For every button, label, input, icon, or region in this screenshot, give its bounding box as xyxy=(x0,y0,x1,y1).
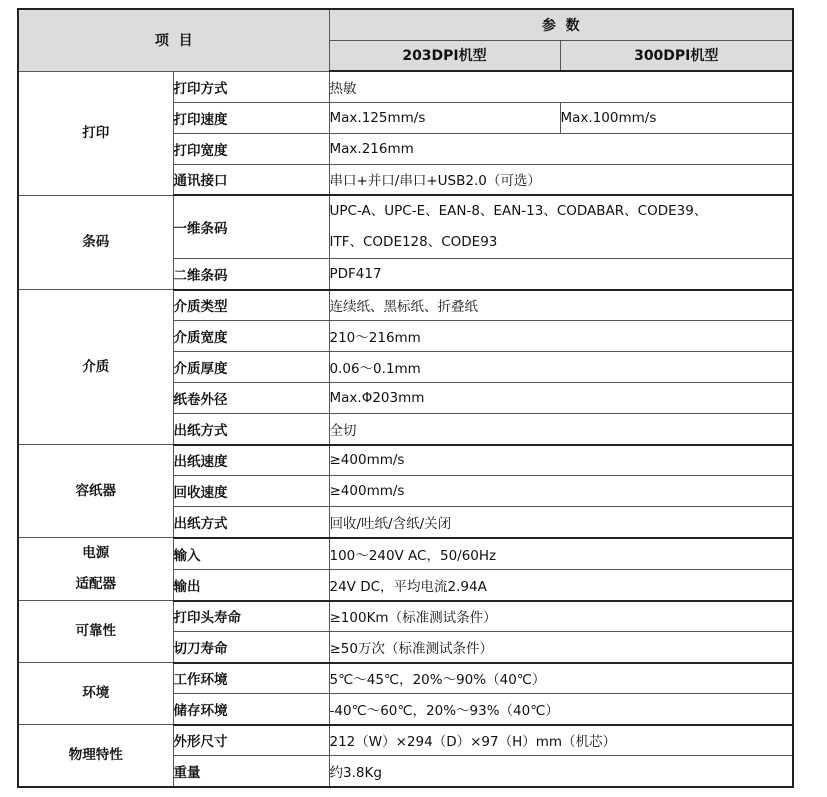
value-roll-diameter: Max.Φ203mm xyxy=(329,383,793,414)
header-item: 项 目 xyxy=(18,9,329,71)
header-col-203dpi: 203DPI机型 xyxy=(329,40,560,71)
label-roll-diameter: 纸卷外径 xyxy=(173,383,329,414)
label-storage-env: 储存环境 xyxy=(173,694,329,725)
value-media-thickness: 0.06～0.1mm xyxy=(329,352,793,383)
value-barcode-1d xyxy=(329,195,793,259)
label-input: 输入 xyxy=(173,538,329,570)
group-media: 介质 xyxy=(18,290,173,445)
header-col-300dpi: 300DPI机型 xyxy=(560,40,793,71)
value-output: 24V DC，平均电流2.94A xyxy=(329,569,793,601)
group-reliability: 可靠性 xyxy=(18,601,173,663)
value-input: 100～240V AC，50/60Hz xyxy=(329,538,793,570)
row-work-env xyxy=(18,663,793,694)
label-barcode-2d: 二维条码 xyxy=(173,259,329,290)
label-weight: 重量 xyxy=(173,756,329,787)
row-print-method xyxy=(18,71,793,102)
group-environment: 环境 xyxy=(18,663,173,725)
group-power-line1: 电源 xyxy=(82,545,110,561)
label-print-speed: 打印速度 xyxy=(173,102,329,133)
value-interface: 串口+并口/串口+USB2.0（可选） xyxy=(329,164,793,195)
header-row-1 xyxy=(18,9,793,40)
row-paper-out-speed xyxy=(18,445,793,476)
label-paper-out-speed: 出纸速度 xyxy=(173,445,329,476)
value-weight: 约3.8Kg xyxy=(329,756,793,787)
value-storage-env: -40℃～60℃，20%～93%（40℃） xyxy=(329,694,793,725)
value-paper-out-speed: ≥400mm/s xyxy=(329,445,793,476)
row-head-life xyxy=(18,601,793,632)
spec-table xyxy=(17,8,794,788)
value-media-type: 连续纸、黑标纸、折叠纸 xyxy=(329,290,793,321)
value-paper-out-holder: 回收/吐纸/含纸/关闭 xyxy=(329,507,793,538)
value-print-width: Max.216mm xyxy=(329,133,793,164)
row-dimensions xyxy=(18,725,793,756)
value-print-method: 热敏 xyxy=(329,71,793,102)
label-print-method: 打印方式 xyxy=(173,71,329,102)
value-paper-out-media: 全切 xyxy=(329,414,793,445)
row-barcode-1d xyxy=(18,195,793,259)
label-print-width: 打印宽度 xyxy=(173,133,329,164)
label-barcode-1d: 一维条码 xyxy=(173,195,329,259)
group-barcode: 条码 xyxy=(18,195,173,290)
value-media-width: 210～216mm xyxy=(329,321,793,352)
label-paper-out-holder: 出纸方式 xyxy=(173,507,329,538)
value-barcode-1d-line2: ITF、CODE128、CODE93 xyxy=(329,234,498,250)
label-retract-speed: 回收速度 xyxy=(173,476,329,507)
label-output: 输出 xyxy=(173,569,329,601)
row-input xyxy=(18,538,793,570)
label-head-life: 打印头寿命 xyxy=(173,601,329,632)
value-barcode-1d-line1: UPC-A、UPC-E、EAN-8、EAN-13、CODABAR、CODE39、 xyxy=(329,203,708,219)
group-paper-holder: 容纸器 xyxy=(18,445,173,538)
label-dimensions: 外形尺寸 xyxy=(173,725,329,756)
label-work-env: 工作环境 xyxy=(173,663,329,694)
value-cutter-life: ≥50万次（标准测试条件） xyxy=(329,632,793,663)
value-print-speed-300: Max.100mm/s xyxy=(560,102,793,133)
value-work-env: 5℃～45℃，20%～90%（40℃） xyxy=(329,663,793,694)
value-print-speed-203: Max.125mm/s xyxy=(329,102,560,133)
label-cutter-life: 切刀寿命 xyxy=(173,632,329,663)
group-power-line2: 适配器 xyxy=(75,576,116,592)
value-retract-speed: ≥400mm/s xyxy=(329,476,793,507)
group-print: 打印 xyxy=(18,71,173,195)
label-interface: 通讯接口 xyxy=(173,164,329,195)
label-media-width: 介质宽度 xyxy=(173,321,329,352)
label-paper-out-media: 出纸方式 xyxy=(173,414,329,445)
value-dimensions: 212（W）×294（D）×97（H）mm（机芯） xyxy=(329,725,793,756)
label-media-thickness: 介质厚度 xyxy=(173,352,329,383)
row-media-type xyxy=(18,290,793,321)
value-barcode-2d: PDF417 xyxy=(329,259,793,290)
label-media-type: 介质类型 xyxy=(173,290,329,321)
group-power-adapter xyxy=(18,538,173,601)
header-params: 参 数 xyxy=(329,9,793,40)
group-physical: 物理特性 xyxy=(18,725,173,787)
value-head-life: ≥100Km（标准测试条件） xyxy=(329,601,793,632)
